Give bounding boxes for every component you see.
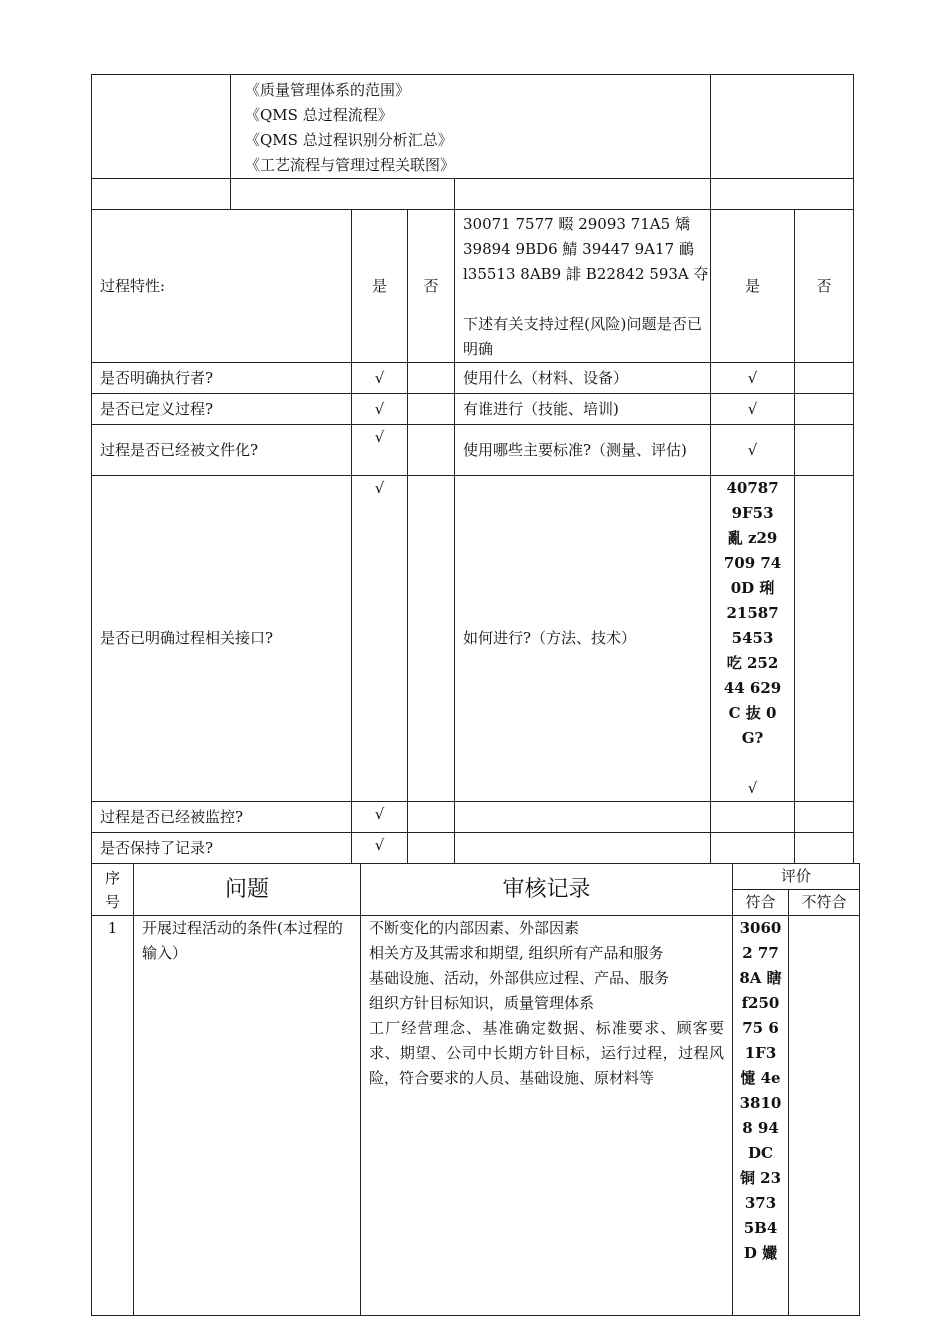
check-mark: √ (352, 833, 408, 864)
record-line: 工厂经营理念、基准确定数据、标准要求、顾客要求、期望、公司中长期方针目标，运行过程，过程风险，符合要求的人员、基础设施、原材料等 (369, 1019, 724, 1087)
support-code: 40787 9F53 亂 z29709 740D 琍 21587 5453 吃 25244 629C 抜 0G? (723, 479, 782, 747)
document-page (91, 74, 860, 1316)
yes-header: 是 (352, 210, 408, 363)
reference-doc: 《QMS 总过程流程》 (245, 106, 393, 124)
record-header: 审核记录 (361, 864, 733, 916)
reference-doc: 《工艺流程与管理过程关联图》 (245, 156, 456, 174)
evaluation-header: 评价 (733, 864, 860, 890)
yes2-header: 是 (711, 210, 795, 363)
support-no-cell (795, 833, 854, 864)
support-check-mark: √ (747, 779, 758, 797)
check-question: 过程是否已经被文件化? (92, 425, 352, 476)
row-nonconform (789, 916, 860, 1316)
record-line: 不断变化的内部因素、外部因素 (369, 919, 580, 937)
check-mark: √ (352, 802, 408, 833)
reference-doc: 《QMS 总过程识别分析汇总》 (245, 131, 453, 149)
check-question: 过程是否已经被监控? (92, 802, 352, 833)
garbled-line: 30071 7577 畷 29093 71A5 矯 (463, 215, 690, 233)
characteristics-label: 过程特性: (92, 210, 352, 363)
check-no-cell (408, 394, 455, 425)
check-question: 是否已明确过程相关接口? (92, 476, 352, 802)
check-no-cell (408, 476, 455, 802)
reference-doc: 《质量管理体系的范围》 (245, 81, 411, 99)
support-question: 下述有关支持过程(风险)问题是否已明确 (463, 315, 703, 358)
support-item: 使用哪些主要标准?（测量、评估) (455, 425, 711, 476)
record-line: 基础设施、活动，外部供应过程、产品、服务 (369, 969, 670, 987)
ref-blank-cell (92, 75, 231, 179)
row-record (361, 916, 733, 1316)
no-header: 否 (408, 210, 455, 363)
check-mark: √ (352, 363, 408, 394)
support-no-cell (795, 363, 854, 394)
table-row (92, 916, 860, 1316)
support-no-cell (795, 425, 854, 476)
row-issue: 开展过程活动的条件(本过程的输入） (134, 916, 361, 1316)
record-line: 组织方针目标知识，质量管理体系 (369, 994, 595, 1012)
support-question-cell (455, 210, 711, 363)
reference-docs (231, 75, 711, 179)
check-mark: √ (352, 476, 408, 802)
audit-table (91, 863, 860, 1316)
check-no-cell (408, 833, 455, 864)
support-item: 有谁进行（技能、培训) (455, 394, 711, 425)
spacer-cell (711, 179, 854, 210)
check-no-cell (408, 363, 455, 394)
check-question: 是否保持了记录? (92, 833, 352, 864)
support-check-mark: √ (711, 425, 795, 476)
check-question: 是否明确执行者? (92, 363, 352, 394)
record-line: 相关方及其需求和期望, 组织所有产品和服务 (369, 944, 664, 962)
row-conform: 30602 778A 瞎 f25075 61F3 懥 4e38108 94DC 铜 23373 5B4D 孍 (733, 916, 789, 1316)
garbled-line: 39894 9BD6 鯖 39447 9A17 鴯 (463, 240, 694, 258)
conform-header: 符合 (733, 890, 789, 916)
row-seq: 1 (92, 916, 134, 1316)
support-no-cell (795, 802, 854, 833)
check-mark: √ (352, 394, 408, 425)
nonconform-header: 不符合 (789, 890, 860, 916)
no2-header: 否 (795, 210, 854, 363)
support-item (455, 802, 711, 833)
support-code-cell (711, 476, 795, 802)
support-item: 如何进行?（方法、技术） (455, 476, 711, 802)
check-no-cell (408, 802, 455, 833)
garbled-line: l35513 8AB9 誹 B22842 593A 夺 (463, 265, 709, 283)
support-item: 使用什么（材料、设备） (455, 363, 711, 394)
check-question: 是否已定义过程? (92, 394, 352, 425)
support-check-mark (711, 802, 795, 833)
check-mark: √ (352, 425, 408, 476)
support-check-mark (711, 833, 795, 864)
support-item (455, 833, 711, 864)
spacer-cell (231, 179, 455, 210)
ref-side-cell (711, 75, 854, 179)
spacer-cell (92, 179, 231, 210)
check-no-cell (408, 425, 455, 476)
issue-header: 问题 (134, 864, 361, 916)
spacer-cell (455, 179, 711, 210)
support-check-mark: √ (711, 363, 795, 394)
support-check-mark: √ (711, 394, 795, 425)
support-no-cell (795, 394, 854, 425)
process-check-table (91, 74, 854, 864)
seq-header: 序号 (92, 864, 134, 916)
support-no-cell (795, 476, 854, 802)
